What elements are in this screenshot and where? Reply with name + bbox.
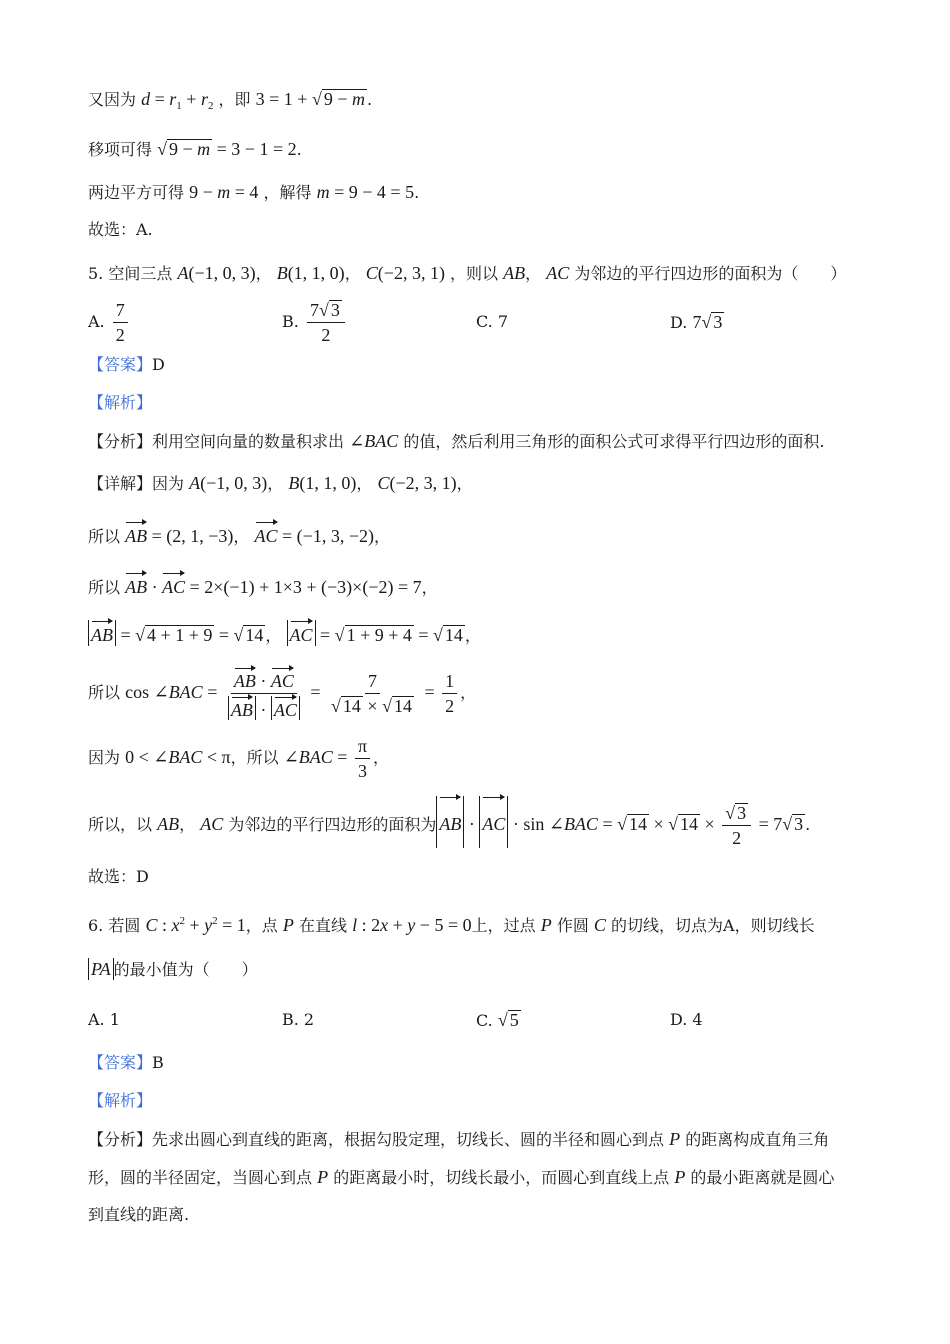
text: 的距离构成直角三角 xyxy=(685,1130,830,1149)
analysis-6 xyxy=(88,1090,152,1112)
fenxi-6-line-2 xyxy=(88,1166,834,1189)
option-label: A. xyxy=(88,312,105,331)
fenxi-tag: 【分析】 xyxy=(88,1130,153,1149)
option-label: D. xyxy=(670,313,688,332)
text: 因为 xyxy=(152,474,185,493)
text: 的切线，切点为A，则切线长 xyxy=(611,916,815,935)
formula: P xyxy=(674,1167,686,1187)
text: 在直线 xyxy=(299,916,348,935)
option-label: C. xyxy=(476,1011,493,1030)
text: 两边平方可得 xyxy=(88,183,185,202)
formula: $d = r_1 + r_2$ xyxy=(141,89,214,112)
vectors-line: 所以 AB = (2, 1, −3)， AC = (−1, 3, −2)， xyxy=(88,521,390,548)
text: 所以，以 xyxy=(88,815,153,834)
analysis-tag: 【解析】 xyxy=(88,393,153,412)
formula: 7√ 3 xyxy=(692,312,723,332)
answer-value: B xyxy=(152,1053,164,1072)
formula: 3 = 1 + √ 9 − m xyxy=(255,89,366,109)
text: . xyxy=(414,183,420,202)
formula: 9 − m = 4 xyxy=(189,182,259,202)
text: 移项可得 xyxy=(88,140,153,159)
text: 为邻边的平行四边形的面积为（ ） xyxy=(574,264,847,283)
text: . xyxy=(296,140,302,159)
answer-5 xyxy=(88,354,165,376)
text: 6. 若圆 xyxy=(88,916,141,935)
analysis-tag: 【解析】 xyxy=(88,1091,153,1110)
formula: PA xyxy=(88,959,114,979)
text: 形，圆的半径固定，当圆心到点 xyxy=(88,1168,313,1187)
text-line-1 xyxy=(88,88,372,117)
option-b: B. 2 xyxy=(282,1010,315,1029)
formula: B(1, 1, 0) xyxy=(276,263,345,283)
detail-5: 【详解】因为 A(−1, 0, 3)， B(1, 1, 0)， C(−2, 3, 1)， xyxy=(88,473,473,493)
text: 为邻边的平行四边形的面积为 xyxy=(228,815,437,834)
formula: $\frac{7√ 3}{2}$ xyxy=(307,300,345,345)
text-line-2 xyxy=(88,138,302,161)
formula: AB = (2, 1, −3) xyxy=(125,526,233,546)
magnitude-line: AB = √ 4 + 1 + 9 = √ 14 ， AC = √ 1 + 9 + 4 = √ 14 ， xyxy=(88,620,481,647)
text: 所以 xyxy=(88,527,121,546)
formula: C : $x^2 + y^2 = 1$ xyxy=(145,915,246,935)
formula: A(−1, 0, 3) xyxy=(177,263,256,283)
answer-tag: 【答案】 xyxy=(88,1053,153,1072)
text: 所以 xyxy=(88,683,121,702)
formula: √ 5 xyxy=(497,1010,519,1030)
answer-value: D xyxy=(152,355,165,374)
formula: C(−2, 3, 1) xyxy=(377,473,457,493)
fenxi-5 xyxy=(88,430,824,453)
text-line-3 xyxy=(88,181,419,204)
formula: AB xyxy=(503,263,526,283)
formula: $\frac{7}{2}$ xyxy=(113,300,128,345)
formula: P xyxy=(317,1167,329,1187)
answer-choice-line: 故选：A. xyxy=(88,220,153,239)
text: ，即 xyxy=(218,90,251,109)
answer-tag: 【答案】 xyxy=(88,355,153,374)
text: ，所以 xyxy=(230,748,279,767)
formula: cos ∠BAC = $\frac{AB \cdot AC}{AB \cdot AC}$ = $\frac{7}{√ 14 \times √ 14}$ = $\frac{1}{2}$ xyxy=(125,682,460,702)
formula: AC = (−1, 3, −2) xyxy=(255,526,374,546)
text: 5. 空间三点 xyxy=(88,264,173,283)
formula: ∠BAC xyxy=(349,431,399,451)
text: 的距离最小时，切线长最小，而圆心到直线上点 xyxy=(333,1168,670,1187)
cos-line: 所以 cos ∠BAC = $\frac{AB \cdot AC}{AB \cdot AC}$ = $\frac{7}{√ 14 \times √ 14}$ = $\frac{1}{2}$ ， xyxy=(88,666,476,720)
option-a: A. 1 xyxy=(88,1010,120,1029)
question-6 xyxy=(88,910,815,937)
formula: ∠BAC = $\frac{\pi}{3}$ xyxy=(284,747,373,767)
option-c xyxy=(476,1009,521,1032)
formula: AB · AC · sin ∠BAC = √ 14 × √ 14 × $\frac{√ 3}{2}$ = 7√ 3 xyxy=(436,814,805,834)
text: 又因为 xyxy=(88,90,137,109)
option-c: C. 7 xyxy=(476,312,509,331)
formula: C xyxy=(593,915,606,935)
formula: AB xyxy=(157,814,180,834)
area-line: 所以，以 AB， AC 为邻边的平行四边形的面积为 AB · AC · sin ∠BAC = √ 14 × √ 14 × $\frac{√ 3}{2}$ = 7√ 3 . xyxy=(88,796,810,849)
analysis-5 xyxy=(88,392,152,414)
formula: AB · AC = 2×(−1) + 1×3 + (−3)×(−2) = 7 xyxy=(125,577,422,597)
formula: P xyxy=(669,1129,681,1149)
formula: AC xyxy=(546,263,570,283)
formula: AB = √ 4 + 1 + 9 = √ 14 xyxy=(88,625,265,645)
option-d xyxy=(670,311,724,334)
text: 利用空间向量的数量积求出 xyxy=(152,432,345,451)
text: ，点 xyxy=(245,916,278,935)
formula: AC xyxy=(200,814,224,834)
text: 上，过点 xyxy=(471,916,536,935)
formula: m = 9 − 4 = 5 xyxy=(316,182,415,202)
option-a xyxy=(88,300,131,345)
dot-product-line: 所以 AB · AC = 2×(−1) + 1×3 + (−3)×(−2) = 7， xyxy=(88,572,438,599)
fenxi-6-line-3: 到直线的距离. xyxy=(88,1205,190,1224)
formula: P xyxy=(282,915,294,935)
formula: AC = √ 1 + 9 + 4 = √ 14 xyxy=(287,625,465,645)
formula: √ 9 − m = 3 − 1 = 2 xyxy=(157,139,297,159)
fenxi-6-line-1 xyxy=(88,1128,829,1151)
text: ，则以 xyxy=(450,264,499,283)
pick-5: 故选：D xyxy=(88,867,149,886)
formula: P xyxy=(540,915,552,935)
formula: C(−2, 3, 1) xyxy=(365,263,445,283)
question-6-line-2 xyxy=(88,958,258,981)
formula: 0 < ∠BAC < π xyxy=(125,747,231,767)
text: 的最小距离就是圆心 xyxy=(690,1168,835,1187)
text: 的值，然后利用三角形的面积公式可求得平行四边形的面积. xyxy=(403,432,825,451)
answer-6 xyxy=(88,1052,164,1074)
fenxi-tag: 【分析】 xyxy=(88,432,153,451)
detail-tag: 【详解】 xyxy=(88,474,153,493)
option-d: D. 4 xyxy=(670,1010,703,1029)
option-b xyxy=(282,300,348,345)
text: . xyxy=(367,90,373,109)
text: 先求出圆心到直线的距离，根据勾股定理，切线长、圆的半径和圆心到点 xyxy=(152,1130,665,1149)
formula: B(1, 1, 0) xyxy=(288,473,357,493)
text: ，解得 xyxy=(263,183,312,202)
text: 因为 xyxy=(88,748,121,767)
question-5: 5. 空间三点 A(−1, 0, 3)， B(1, 1, 0)， C(−2, 3, 1) ，则以 AB， AC 为邻边的平行四边形的面积为（ ） xyxy=(88,263,847,283)
text: 作圆 xyxy=(556,916,589,935)
text: 的最小值为（ ） xyxy=(113,960,258,979)
angle-line: 因为 0 < ∠BAC < π，所以 ∠BAC = $\frac{\pi}{3}$ ， xyxy=(88,736,390,782)
option-label: B. xyxy=(282,312,299,331)
text: 所以 xyxy=(88,578,121,597)
formula: l : 2x + y − 5 = 0 xyxy=(352,915,472,935)
formula: A(−1, 0, 3) xyxy=(189,473,268,493)
